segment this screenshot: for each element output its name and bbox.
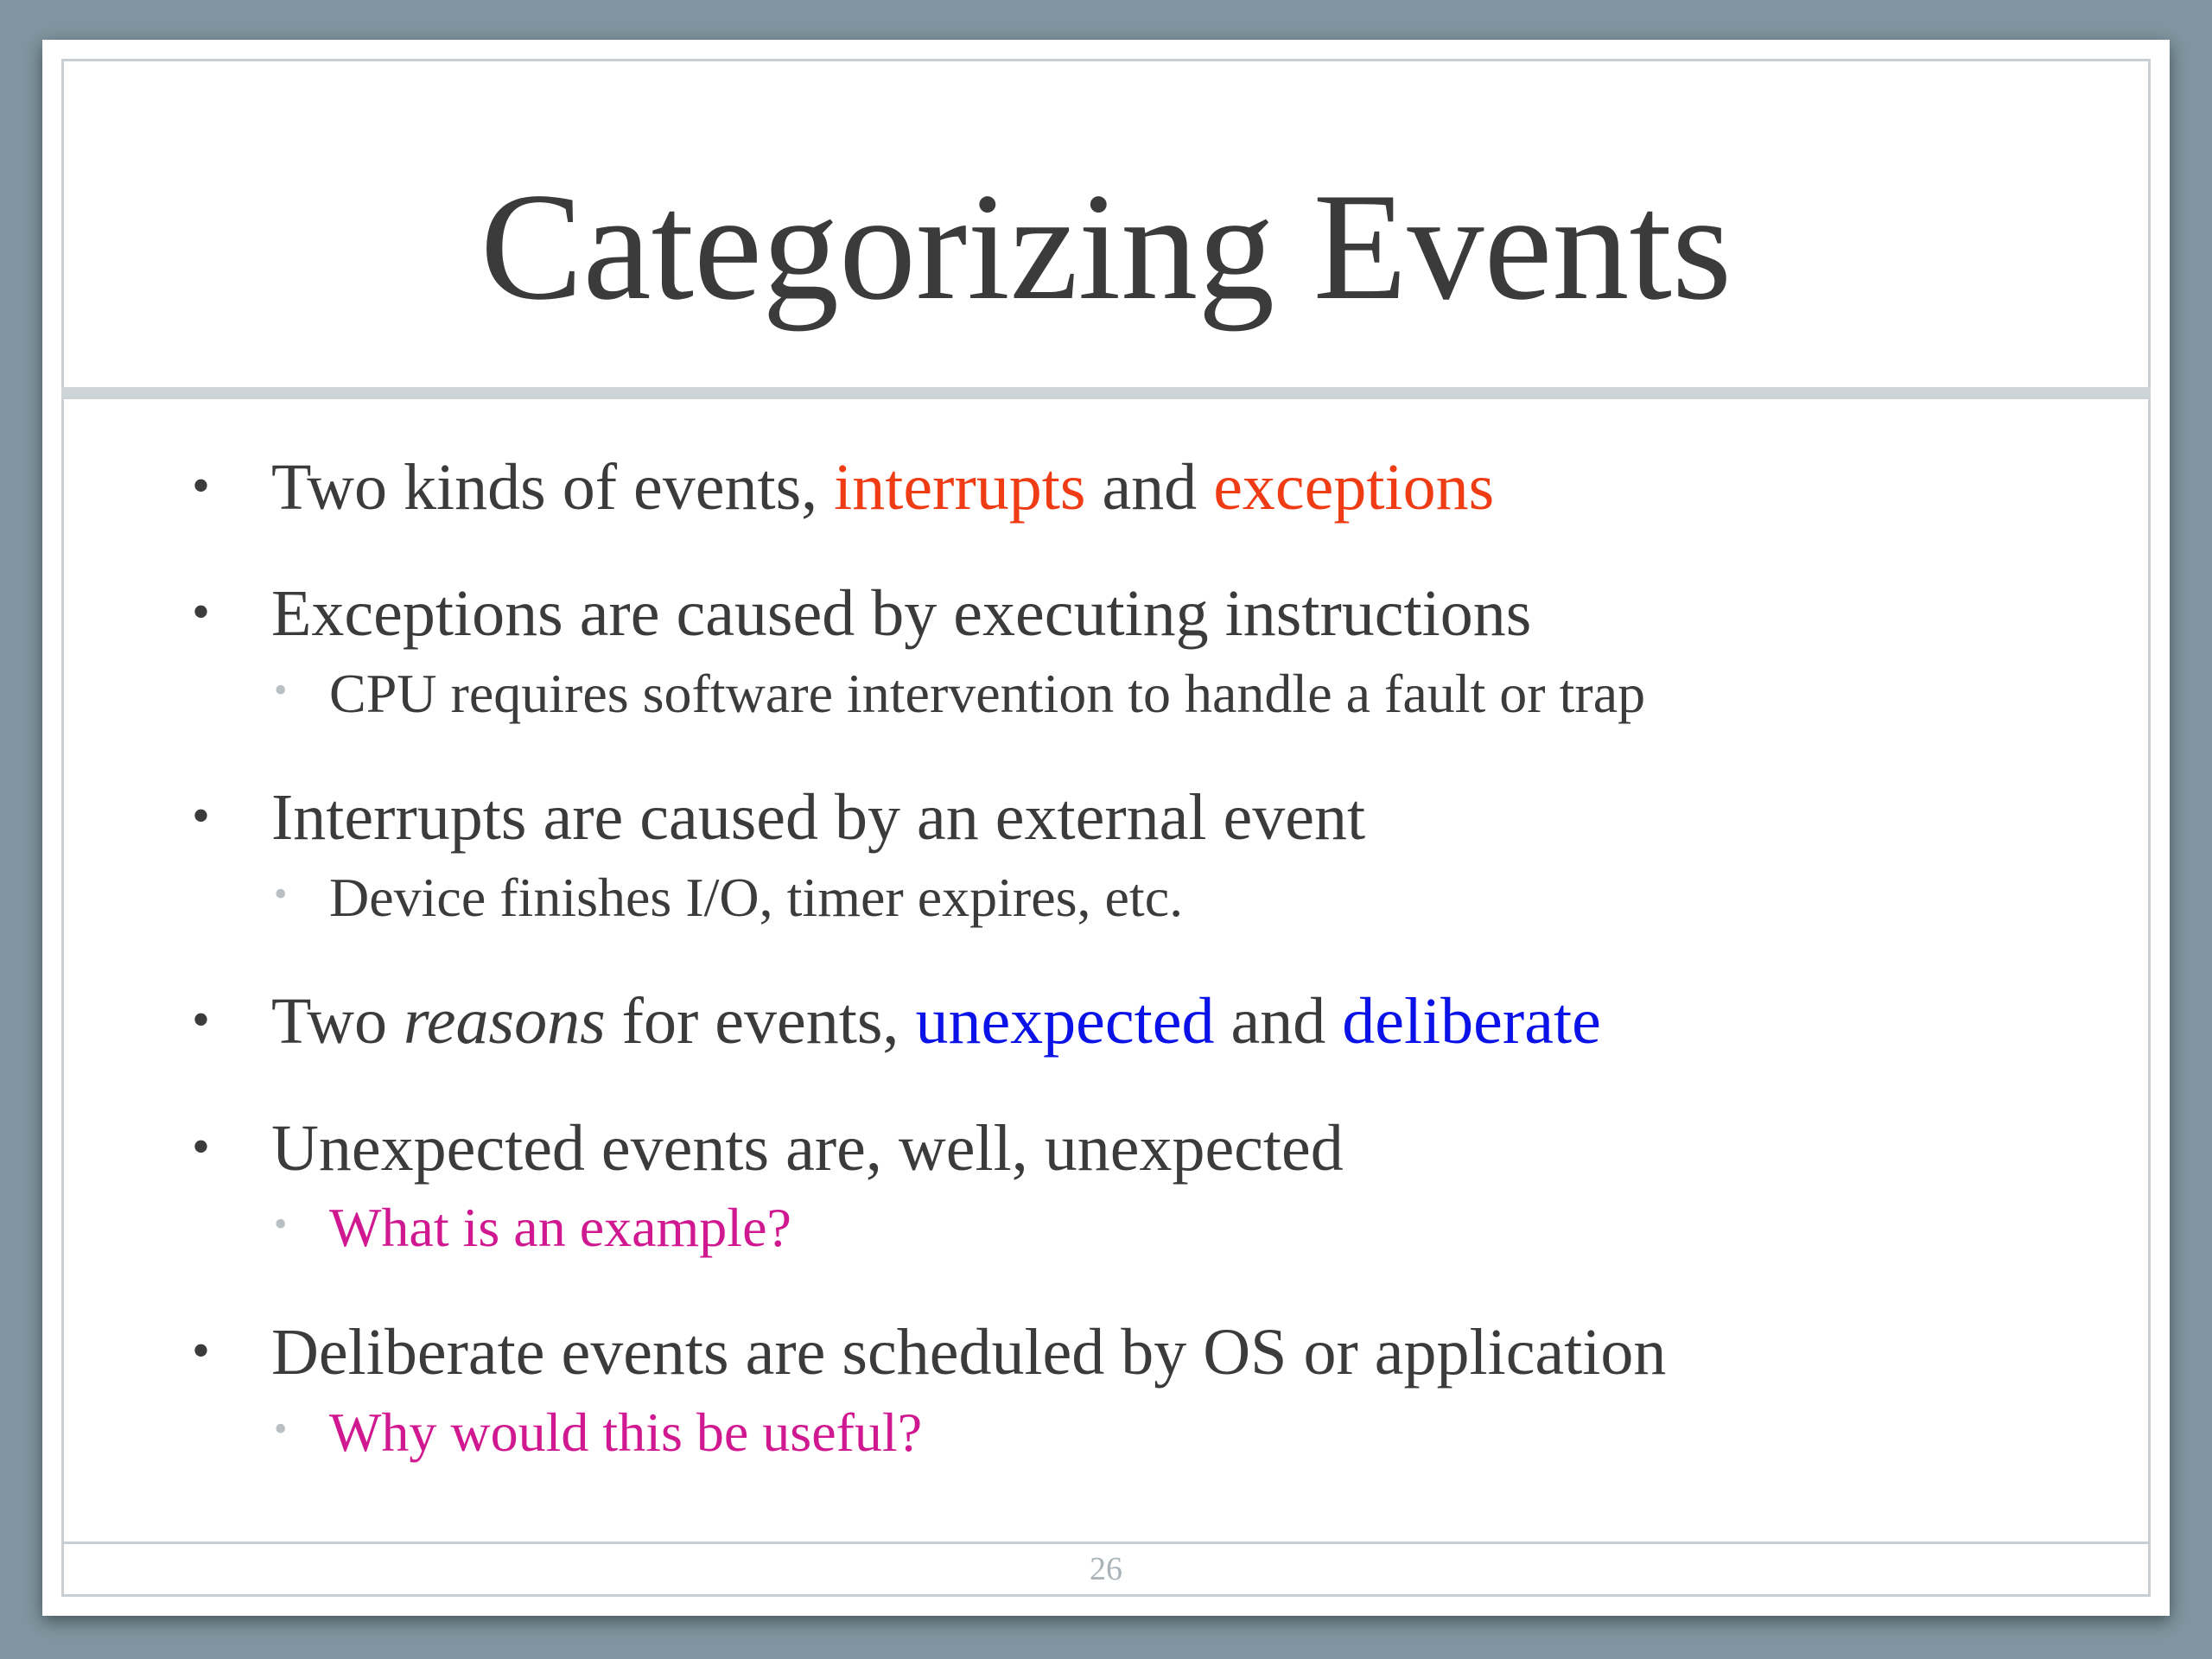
highlight-interrupts: interrupts — [834, 451, 1086, 524]
highlight-deliberate: deliberate — [1342, 985, 1601, 1058]
emphasis-reasons: reasons — [404, 985, 606, 1058]
bullet-text: Exceptions are caused by executing instructions — [271, 577, 1532, 650]
bullet-text: Unexpected events are, well, unexpected — [271, 1112, 1344, 1185]
sub-bullet-text: Device finishes I/O, timer expires, etc. — [329, 867, 1184, 928]
bullet-marker: • — [192, 787, 211, 844]
bullet-text: Two kinds of events, interrupts and exceptions — [271, 451, 1495, 524]
highlight-exceptions: exceptions — [1213, 451, 1495, 524]
sub-bullet-marker: • — [274, 1408, 288, 1450]
sub-bullet-marker: • — [274, 1203, 288, 1245]
title-divider — [61, 387, 2151, 399]
bullet-marker: • — [192, 457, 211, 514]
bullet-marker: • — [192, 1118, 211, 1175]
sub-bullet-question: Why would this be useful? — [329, 1402, 923, 1463]
sub-bullet-marker: • — [274, 669, 288, 711]
sub-bullet-marker: • — [274, 873, 288, 915]
highlight-unexpected: unexpected — [915, 985, 1215, 1058]
page-number: 26 — [1090, 1551, 1122, 1587]
bullet-marker: • — [192, 1322, 211, 1379]
sub-bullet-question: What is an example? — [329, 1197, 791, 1258]
bullet-text: Interrupts are caused by an external event — [271, 781, 1366, 854]
slide — [42, 40, 2170, 1616]
bullet-marker: • — [192, 583, 211, 640]
sub-bullet-text: CPU requires software intervention to handle a fault or trap — [329, 663, 1646, 724]
slide-title: Categorizing Events — [480, 161, 1732, 332]
bullet-text: Deliberate events are scheduled by OS or application — [271, 1316, 1667, 1389]
footer-divider — [61, 1541, 2151, 1544]
bullet-text: Two reasons for events, unexpected and deliberate — [271, 985, 1601, 1058]
bullet-marker: • — [192, 991, 211, 1048]
